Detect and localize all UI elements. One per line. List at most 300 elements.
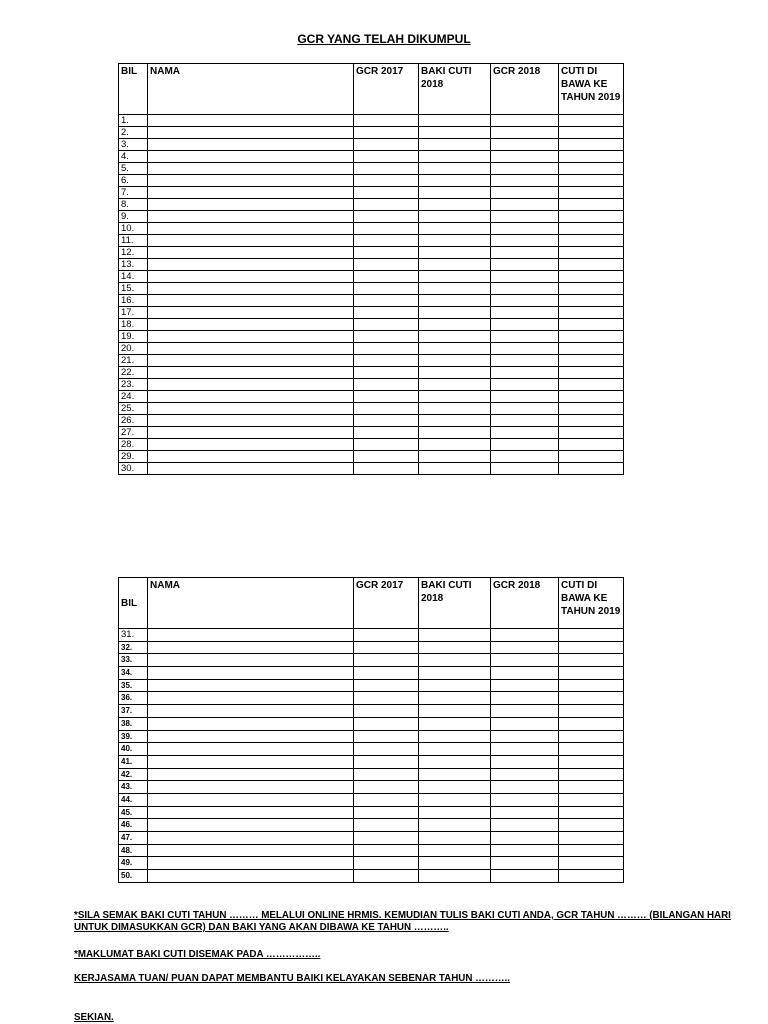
table-row	[119, 654, 624, 667]
cell-baki-cuti[interactable]	[419, 307, 491, 319]
cell-cuti-dibawa[interactable]	[559, 793, 624, 806]
cell-nama[interactable]	[148, 832, 354, 845]
cell-cuti-dibawa[interactable]	[559, 654, 624, 667]
cell-gcr-2017[interactable]	[354, 870, 419, 883]
cell-nama[interactable]	[148, 175, 354, 187]
cell-gcr-2017[interactable]	[354, 415, 419, 427]
cell-cuti-dibawa[interactable]	[559, 844, 624, 857]
cell-gcr-2017[interactable]	[354, 211, 419, 223]
cell-gcr-2017[interactable]	[354, 391, 419, 403]
cell-nama[interactable]	[148, 857, 354, 870]
table-row	[119, 463, 624, 475]
cell-cuti-dibawa[interactable]	[559, 199, 624, 211]
cell-nama[interactable]	[148, 403, 354, 415]
cell-cuti-dibawa[interactable]	[559, 730, 624, 743]
cell-cuti-dibawa[interactable]	[559, 355, 624, 367]
cell-cuti-dibawa[interactable]	[559, 139, 624, 151]
cell-baki-cuti[interactable]	[419, 259, 491, 271]
cell-cuti-dibawa[interactable]	[559, 235, 624, 247]
cell-nama[interactable]	[148, 768, 354, 781]
row-number: 23.	[119, 379, 148, 391]
cell-cuti-dibawa[interactable]	[559, 768, 624, 781]
cell-baki-cuti[interactable]	[419, 857, 491, 870]
cell-nama[interactable]	[148, 127, 354, 139]
cell-cuti-dibawa[interactable]	[559, 391, 624, 403]
cell-nama[interactable]	[148, 717, 354, 730]
cell-baki-cuti[interactable]	[419, 451, 491, 463]
cell-gcr-2017[interactable]	[354, 247, 419, 259]
cell-cuti-dibawa[interactable]	[559, 679, 624, 692]
cell-cuti-dibawa[interactable]	[559, 343, 624, 355]
cell-nama[interactable]	[148, 427, 354, 439]
cell-cuti-dibawa[interactable]	[559, 127, 624, 139]
cell-baki-cuti[interactable]	[419, 211, 491, 223]
cell-gcr-2018[interactable]	[491, 463, 559, 475]
header-gcr-2018: GCR 2018	[491, 578, 559, 629]
cell-baki-cuti[interactable]	[419, 223, 491, 235]
table-row	[119, 870, 624, 883]
cell-baki-cuti[interactable]	[419, 832, 491, 845]
cell-cuti-dibawa[interactable]	[559, 870, 624, 883]
cell-gcr-2018[interactable]	[491, 175, 559, 187]
cell-nama[interactable]	[148, 259, 354, 271]
cell-cuti-dibawa[interactable]	[559, 743, 624, 756]
table-row	[119, 163, 624, 175]
cell-baki-cuti[interactable]	[419, 403, 491, 415]
cell-nama[interactable]	[148, 307, 354, 319]
cell-gcr-2018[interactable]	[491, 163, 559, 175]
cell-gcr-2018[interactable]	[491, 819, 559, 832]
table-row	[119, 679, 624, 692]
cell-gcr-2018[interactable]	[491, 307, 559, 319]
cell-baki-cuti[interactable]	[419, 187, 491, 199]
cell-gcr-2018[interactable]	[491, 654, 559, 667]
cell-gcr-2018[interactable]	[491, 451, 559, 463]
cell-cuti-dibawa[interactable]	[559, 692, 624, 705]
table-row	[119, 331, 624, 343]
cell-baki-cuti[interactable]	[419, 199, 491, 211]
cell-baki-cuti[interactable]	[419, 463, 491, 475]
cell-gcr-2017[interactable]	[354, 679, 419, 692]
cell-gcr-2017[interactable]	[354, 151, 419, 163]
cell-gcr-2017[interactable]	[354, 730, 419, 743]
cell-baki-cuti[interactable]	[419, 844, 491, 857]
cell-gcr-2018[interactable]	[491, 793, 559, 806]
cell-cuti-dibawa[interactable]	[559, 307, 624, 319]
cell-baki-cuti[interactable]	[419, 819, 491, 832]
cell-baki-cuti[interactable]	[419, 379, 491, 391]
cell-baki-cuti[interactable]	[419, 235, 491, 247]
cell-baki-cuti[interactable]	[419, 781, 491, 794]
cell-nama[interactable]	[148, 271, 354, 283]
row-number: 9.	[119, 211, 148, 223]
cell-gcr-2018[interactable]	[491, 283, 559, 295]
cell-nama[interactable]	[148, 781, 354, 794]
cell-gcr-2018[interactable]	[491, 427, 559, 439]
cell-gcr-2018[interactable]	[491, 743, 559, 756]
cell-gcr-2017[interactable]	[354, 806, 419, 819]
cell-nama[interactable]	[148, 641, 354, 654]
cell-baki-cuti[interactable]	[419, 415, 491, 427]
cell-gcr-2018[interactable]	[491, 403, 559, 415]
cell-gcr-2018[interactable]	[491, 247, 559, 259]
cell-cuti-dibawa[interactable]	[559, 439, 624, 451]
cell-gcr-2017[interactable]	[354, 819, 419, 832]
cell-nama[interactable]	[148, 235, 354, 247]
cell-nama[interactable]	[148, 463, 354, 475]
cell-gcr-2018[interactable]	[491, 139, 559, 151]
cell-baki-cuti[interactable]	[419, 427, 491, 439]
cell-cuti-dibawa[interactable]	[559, 717, 624, 730]
cell-gcr-2018[interactable]	[491, 832, 559, 845]
cell-nama[interactable]	[148, 667, 354, 680]
cell-nama[interactable]	[148, 163, 354, 175]
cell-baki-cuti[interactable]	[419, 755, 491, 768]
cell-cuti-dibawa[interactable]	[559, 175, 624, 187]
cell-nama[interactable]	[148, 391, 354, 403]
cell-gcr-2018[interactable]	[491, 679, 559, 692]
cell-nama[interactable]	[148, 115, 354, 127]
cell-gcr-2018[interactable]	[491, 870, 559, 883]
cell-gcr-2017[interactable]	[354, 199, 419, 211]
header-bil: BIL	[119, 578, 148, 629]
row-number: 26.	[119, 415, 148, 427]
cell-cuti-dibawa[interactable]	[559, 806, 624, 819]
cell-baki-cuti[interactable]	[419, 355, 491, 367]
cell-baki-cuti[interactable]	[419, 319, 491, 331]
cell-gcr-2017[interactable]	[354, 175, 419, 187]
cell-gcr-2018[interactable]	[491, 187, 559, 199]
cell-gcr-2018[interactable]	[491, 391, 559, 403]
table-header-row	[119, 64, 624, 115]
cell-baki-cuti[interactable]	[419, 806, 491, 819]
cell-nama[interactable]	[148, 819, 354, 832]
cell-gcr-2018[interactable]	[491, 730, 559, 743]
cell-nama[interactable]	[148, 343, 354, 355]
note-kerjasama: KERJASAMA TUAN/ PUAN DAPAT MEMBANTU BAIKI KELAYAKAN SEBENAR TAHUN ………..	[74, 973, 510, 984]
cell-cuti-dibawa[interactable]	[559, 115, 624, 127]
cell-baki-cuti[interactable]	[419, 439, 491, 451]
cell-nama[interactable]	[148, 451, 354, 463]
cell-gcr-2017[interactable]	[354, 439, 419, 451]
cell-baki-cuti[interactable]	[419, 679, 491, 692]
row-number: 7.	[119, 187, 148, 199]
cell-gcr-2018[interactable]	[491, 857, 559, 870]
cell-gcr-2017[interactable]	[354, 629, 419, 642]
cell-cuti-dibawa[interactable]	[559, 705, 624, 718]
cell-gcr-2018[interactable]	[491, 199, 559, 211]
cell-gcr-2018[interactable]	[491, 295, 559, 307]
cell-gcr-2018[interactable]	[491, 211, 559, 223]
cell-gcr-2017[interactable]	[354, 755, 419, 768]
cell-cuti-dibawa[interactable]	[559, 295, 624, 307]
cell-gcr-2018[interactable]	[491, 223, 559, 235]
cell-baki-cuti[interactable]	[419, 870, 491, 883]
cell-gcr-2018[interactable]	[491, 115, 559, 127]
cell-gcr-2017[interactable]	[354, 283, 419, 295]
cell-cuti-dibawa[interactable]	[559, 259, 624, 271]
row-number: 6.	[119, 175, 148, 187]
cell-baki-cuti[interactable]	[419, 271, 491, 283]
row-number: 4.	[119, 151, 148, 163]
row-number: 34.	[119, 667, 148, 680]
cell-gcr-2018[interactable]	[491, 755, 559, 768]
row-number: 32.	[119, 641, 148, 654]
cell-baki-cuti[interactable]	[419, 641, 491, 654]
cell-gcr-2017[interactable]	[354, 187, 419, 199]
cell-nama[interactable]	[148, 743, 354, 756]
cell-gcr-2017[interactable]	[354, 857, 419, 870]
cell-gcr-2017[interactable]	[354, 163, 419, 175]
cell-gcr-2017[interactable]	[354, 641, 419, 654]
cell-baki-cuti[interactable]	[419, 717, 491, 730]
cell-gcr-2017[interactable]	[354, 451, 419, 463]
cell-gcr-2017[interactable]	[354, 768, 419, 781]
cell-gcr-2018[interactable]	[491, 367, 559, 379]
table-row	[119, 127, 624, 139]
cell-cuti-dibawa[interactable]	[559, 463, 624, 475]
cell-nama[interactable]	[148, 629, 354, 642]
cell-gcr-2018[interactable]	[491, 806, 559, 819]
cell-nama[interactable]	[148, 211, 354, 223]
row-number: 37.	[119, 705, 148, 718]
cell-gcr-2018[interactable]	[491, 343, 559, 355]
cell-gcr-2018[interactable]	[491, 235, 559, 247]
cell-nama[interactable]	[148, 331, 354, 343]
cell-nama[interactable]	[148, 187, 354, 199]
cell-nama[interactable]	[148, 439, 354, 451]
cell-gcr-2018[interactable]	[491, 331, 559, 343]
cell-cuti-dibawa[interactable]	[559, 629, 624, 642]
cell-nama[interactable]	[148, 283, 354, 295]
cell-gcr-2017[interactable]	[354, 223, 419, 235]
header-baki-cuti-2018: BAKI CUTI 2018	[419, 64, 491, 115]
cell-gcr-2018[interactable]	[491, 705, 559, 718]
cell-baki-cuti[interactable]	[419, 283, 491, 295]
cell-cuti-dibawa[interactable]	[559, 781, 624, 794]
cell-gcr-2017[interactable]	[354, 793, 419, 806]
row-number: 22.	[119, 367, 148, 379]
table-row	[119, 139, 624, 151]
cell-gcr-2017[interactable]	[354, 295, 419, 307]
cell-gcr-2018[interactable]	[491, 271, 559, 283]
cell-baki-cuti[interactable]	[419, 151, 491, 163]
cell-gcr-2018[interactable]	[491, 844, 559, 857]
cell-gcr-2017[interactable]	[354, 743, 419, 756]
cell-nama[interactable]	[148, 692, 354, 705]
row-number: 45.	[119, 806, 148, 819]
cell-cuti-dibawa[interactable]	[559, 163, 624, 175]
cell-nama[interactable]	[148, 679, 354, 692]
cell-baki-cuti[interactable]	[419, 391, 491, 403]
cell-nama[interactable]	[148, 654, 354, 667]
cell-cuti-dibawa[interactable]	[559, 832, 624, 845]
cell-baki-cuti[interactable]	[419, 793, 491, 806]
table-row	[119, 223, 624, 235]
table-row	[119, 271, 624, 283]
row-number: 49.	[119, 857, 148, 870]
table-row	[119, 391, 624, 403]
cell-cuti-dibawa[interactable]	[559, 667, 624, 680]
row-number: 10.	[119, 223, 148, 235]
cell-gcr-2018[interactable]	[491, 439, 559, 451]
cell-cuti-dibawa[interactable]	[559, 451, 624, 463]
cell-baki-cuti[interactable]	[419, 175, 491, 187]
cell-nama[interactable]	[148, 730, 354, 743]
cell-gcr-2017[interactable]	[354, 331, 419, 343]
cell-nama[interactable]	[148, 223, 354, 235]
cell-baki-cuti[interactable]	[419, 705, 491, 718]
cell-gcr-2018[interactable]	[491, 781, 559, 794]
cell-gcr-2017[interactable]	[354, 692, 419, 705]
cell-gcr-2018[interactable]	[491, 319, 559, 331]
cell-gcr-2017[interactable]	[354, 235, 419, 247]
table-row	[119, 692, 624, 705]
cell-nama[interactable]	[148, 755, 354, 768]
cell-gcr-2017[interactable]	[354, 717, 419, 730]
cell-gcr-2018[interactable]	[491, 355, 559, 367]
cell-nama[interactable]	[148, 295, 354, 307]
cell-cuti-dibawa[interactable]	[559, 415, 624, 427]
row-number: 43.	[119, 781, 148, 794]
cell-baki-cuti[interactable]	[419, 692, 491, 705]
cell-cuti-dibawa[interactable]	[559, 403, 624, 415]
table-row	[119, 283, 624, 295]
cell-gcr-2017[interactable]	[354, 403, 419, 415]
cell-gcr-2017[interactable]	[354, 705, 419, 718]
cell-gcr-2017[interactable]	[354, 367, 419, 379]
cell-gcr-2017[interactable]	[354, 463, 419, 475]
cell-gcr-2017[interactable]	[354, 844, 419, 857]
row-number: 30.	[119, 463, 148, 475]
row-number: 35.	[119, 679, 148, 692]
cell-gcr-2017[interactable]	[354, 355, 419, 367]
cell-gcr-2017[interactable]	[354, 379, 419, 391]
cell-cuti-dibawa[interactable]	[559, 755, 624, 768]
cell-nama[interactable]	[148, 355, 354, 367]
cell-nama[interactable]	[148, 247, 354, 259]
cell-gcr-2017[interactable]	[354, 139, 419, 151]
cell-baki-cuti[interactable]	[419, 743, 491, 756]
cell-gcr-2017[interactable]	[354, 115, 419, 127]
cell-baki-cuti[interactable]	[419, 115, 491, 127]
cell-baki-cuti[interactable]	[419, 163, 491, 175]
cell-gcr-2017[interactable]	[354, 259, 419, 271]
cell-gcr-2018[interactable]	[491, 667, 559, 680]
cell-nama[interactable]	[148, 379, 354, 391]
table-row	[119, 768, 624, 781]
header-cuti-dibawa: CUTI DI BAWA KE TAHUN 2019	[559, 578, 624, 629]
cell-gcr-2018[interactable]	[491, 768, 559, 781]
row-number: 17.	[119, 307, 148, 319]
cell-nama[interactable]	[148, 367, 354, 379]
cell-nama[interactable]	[148, 139, 354, 151]
table-row	[119, 355, 624, 367]
cell-gcr-2018[interactable]	[491, 379, 559, 391]
cell-gcr-2018[interactable]	[491, 259, 559, 271]
table-row	[119, 115, 624, 127]
table-row	[119, 781, 624, 794]
note-sekian: SEKIAN.	[74, 1012, 114, 1023]
cell-cuti-dibawa[interactable]	[559, 641, 624, 654]
header-nama: NAMA	[148, 578, 354, 629]
cell-gcr-2018[interactable]	[491, 641, 559, 654]
cell-gcr-2017[interactable]	[354, 307, 419, 319]
cell-baki-cuti[interactable]	[419, 343, 491, 355]
cell-gcr-2017[interactable]	[354, 127, 419, 139]
cell-gcr-2017[interactable]	[354, 654, 419, 667]
cell-gcr-2018[interactable]	[491, 692, 559, 705]
table-row	[119, 427, 624, 439]
cell-cuti-dibawa[interactable]	[559, 857, 624, 870]
cell-baki-cuti[interactable]	[419, 127, 491, 139]
cell-cuti-dibawa[interactable]	[559, 367, 624, 379]
row-number: 13.	[119, 259, 148, 271]
cell-nama[interactable]	[148, 319, 354, 331]
cell-baki-cuti[interactable]	[419, 629, 491, 642]
cell-gcr-2018[interactable]	[491, 415, 559, 427]
header-nama: NAMA	[148, 64, 354, 115]
cell-nama[interactable]	[148, 199, 354, 211]
cell-cuti-dibawa[interactable]	[559, 819, 624, 832]
cell-nama[interactable]	[148, 806, 354, 819]
cell-nama[interactable]	[148, 870, 354, 883]
cell-gcr-2017[interactable]	[354, 319, 419, 331]
cell-cuti-dibawa[interactable]	[559, 187, 624, 199]
cell-nama[interactable]	[148, 844, 354, 857]
cell-nama[interactable]	[148, 705, 354, 718]
cell-gcr-2017[interactable]	[354, 667, 419, 680]
cell-gcr-2018[interactable]	[491, 127, 559, 139]
cell-cuti-dibawa[interactable]	[559, 151, 624, 163]
table-row	[119, 844, 624, 857]
cell-baki-cuti[interactable]	[419, 247, 491, 259]
note-maklumat-disemak: *MAKLUMAT BAKI CUTI DISEMAK PADA ……………..	[74, 949, 321, 960]
cell-baki-cuti[interactable]	[419, 730, 491, 743]
cell-cuti-dibawa[interactable]	[559, 211, 624, 223]
cell-cuti-dibawa[interactable]	[559, 223, 624, 235]
table-row	[119, 199, 624, 211]
cell-gcr-2018[interactable]	[491, 151, 559, 163]
cell-baki-cuti[interactable]	[419, 331, 491, 343]
cell-baki-cuti[interactable]	[419, 654, 491, 667]
cell-cuti-dibawa[interactable]	[559, 379, 624, 391]
cell-baki-cuti[interactable]	[419, 667, 491, 680]
cell-gcr-2017[interactable]	[354, 832, 419, 845]
cell-nama[interactable]	[148, 793, 354, 806]
cell-nama[interactable]	[148, 415, 354, 427]
table-row	[119, 743, 624, 756]
cell-baki-cuti[interactable]	[419, 295, 491, 307]
cell-cuti-dibawa[interactable]	[559, 271, 624, 283]
cell-baki-cuti[interactable]	[419, 139, 491, 151]
row-number: 5.	[119, 163, 148, 175]
cell-nama[interactable]	[148, 151, 354, 163]
cell-cuti-dibawa[interactable]	[559, 319, 624, 331]
cell-gcr-2017[interactable]	[354, 271, 419, 283]
cell-cuti-dibawa[interactable]	[559, 283, 624, 295]
cell-baki-cuti[interactable]	[419, 367, 491, 379]
cell-gcr-2017[interactable]	[354, 343, 419, 355]
cell-cuti-dibawa[interactable]	[559, 427, 624, 439]
cell-gcr-2017[interactable]	[354, 781, 419, 794]
cell-baki-cuti[interactable]	[419, 768, 491, 781]
cell-gcr-2018[interactable]	[491, 717, 559, 730]
cell-cuti-dibawa[interactable]	[559, 331, 624, 343]
cell-gcr-2018[interactable]	[491, 629, 559, 642]
cell-gcr-2017[interactable]	[354, 427, 419, 439]
cell-cuti-dibawa[interactable]	[559, 247, 624, 259]
